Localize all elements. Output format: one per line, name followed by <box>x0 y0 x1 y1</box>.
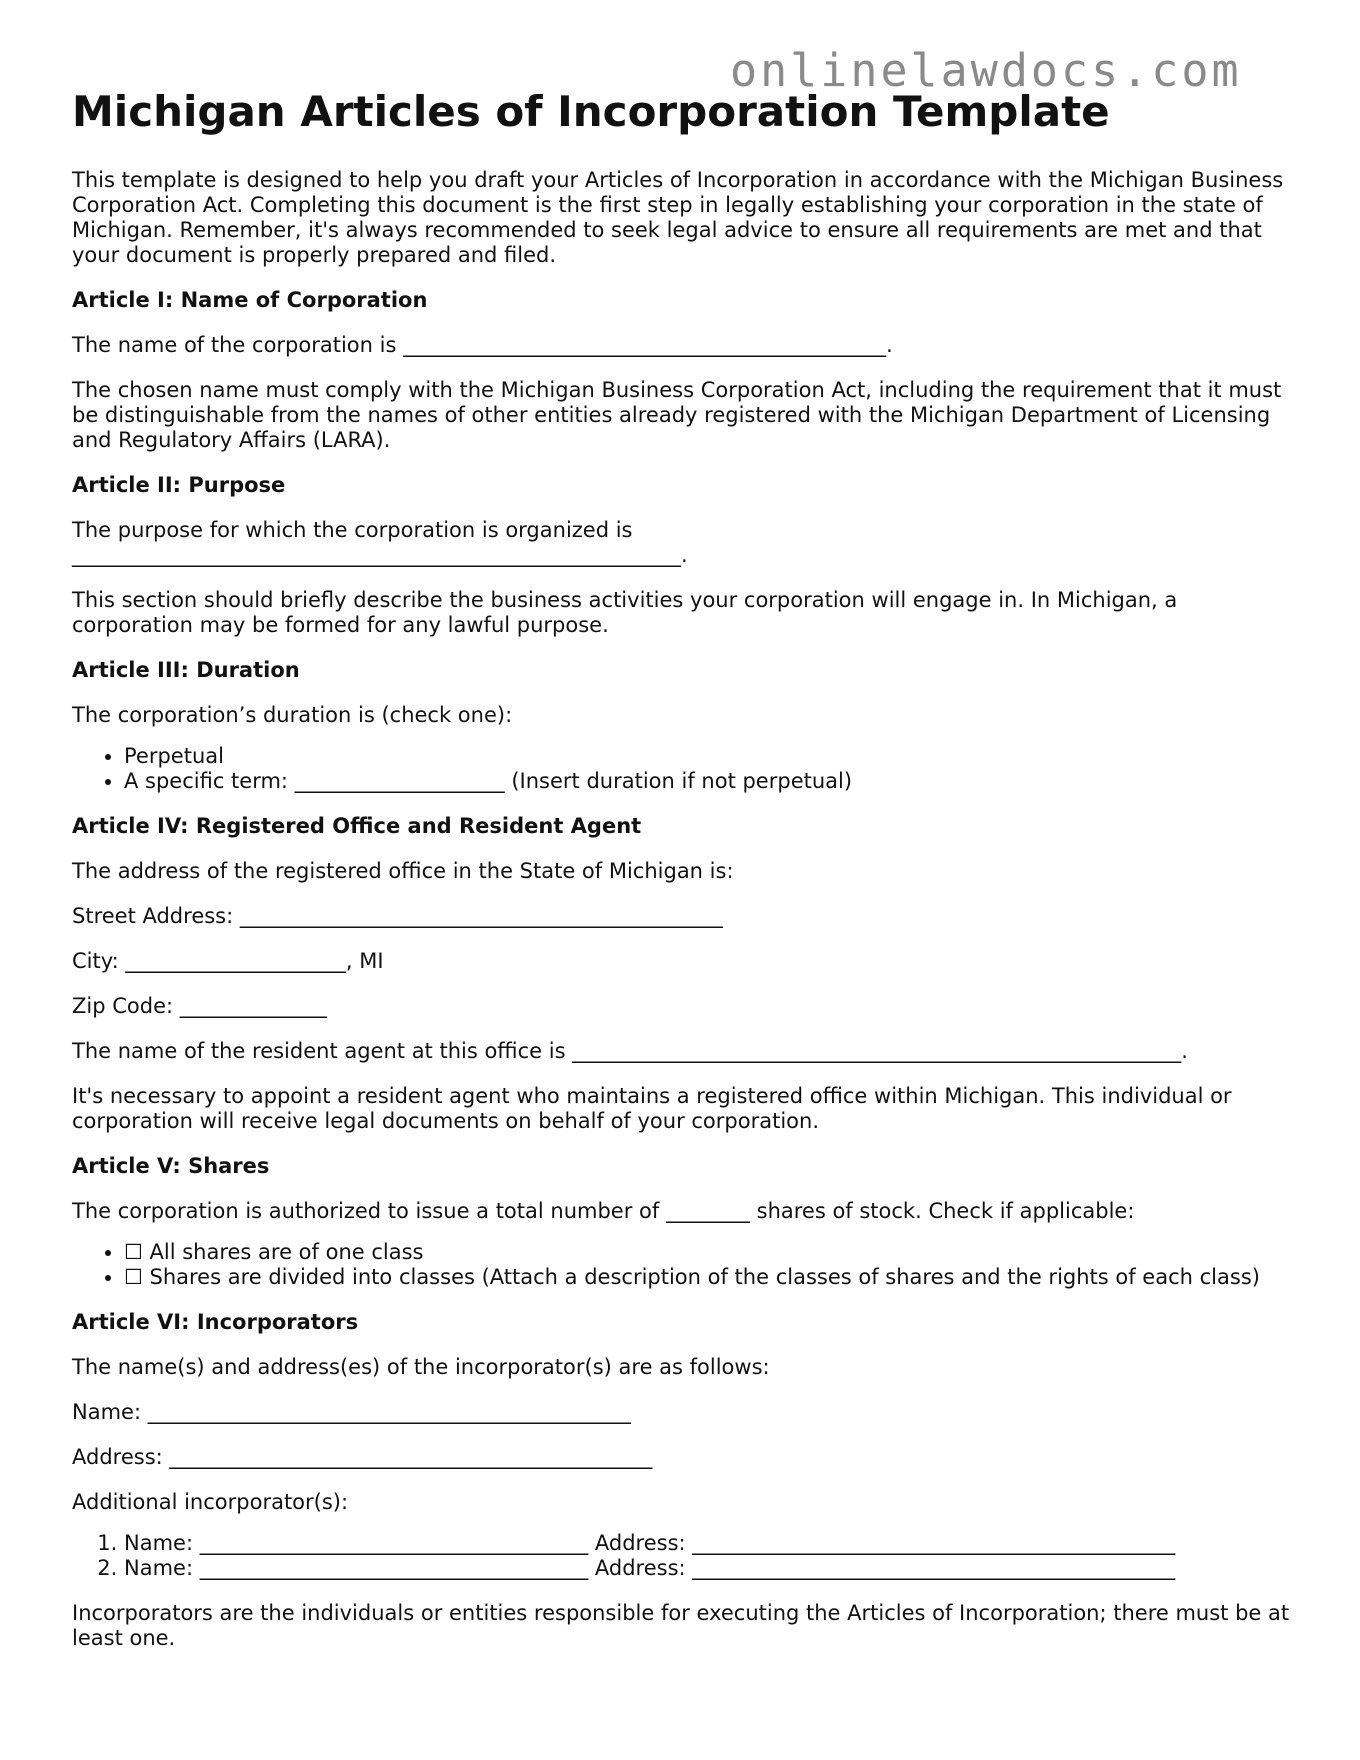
article-2-heading: Article II: Purpose <box>72 473 286 497</box>
duration-prompt: The corporation’s duration is (check one): <box>72 703 513 727</box>
resident-agent-field: The name of the resident agent at this office is __________________________________________________________. <box>72 1039 1188 1063</box>
incorporator-address-field: Address: ______________________________________________ <box>72 1445 653 1469</box>
article-1-heading: Article I: Name of Corporation <box>72 288 428 312</box>
registered-office-prompt: The address of the registered office in the State of Michigan is: <box>72 859 734 883</box>
city-field: City: _____________________, MI <box>72 949 384 973</box>
incorporator-name-field: Name: ______________________________________________ <box>72 1400 631 1424</box>
article-6-note: Incorporators are the individuals or entities responsible for executing the Articles of Incorporation; there must be at least one. <box>72 1601 1290 1650</box>
document-page <box>72 86 1292 1671</box>
watermark: onlinelawdocs.com <box>730 44 1242 97</box>
shares-prompt: The corporation is authorized to issue a total number of ________ shares of stock. Check if applicable: <box>72 1199 1135 1223</box>
article-5-heading: Article V: Shares <box>72 1154 270 1178</box>
article-6-heading: Article VI: Incorporators <box>72 1310 359 1334</box>
list-item: • Perpetual <box>124 744 1292 769</box>
street-address-field: Street Address: ______________________________________________ <box>72 904 723 928</box>
intro-paragraph: This template is designed to help you draft your Articles of Incorporation in accordance with the Michigan Business Corporation Act. Completing this document is the first step in legally establishing your corporation in the state of Michigan. Remember, it's always recommended to seek legal advice to ensure all requirements are met and that your document is properly prepared and filed. <box>72 168 1284 267</box>
incorporators-prompt: The name(s) and address(es) of the incorporator(s) are as follows: <box>72 1355 770 1379</box>
page-title: Michigan Articles of Incorporation Template <box>72 87 1110 136</box>
share-class-options <box>72 1240 1292 1290</box>
list-item: • ☐ Shares are divided into classes (Attach a description of the classes of shares and the rights of each class) <box>124 1265 1292 1290</box>
zip-code-field: Zip Code: ______________ <box>72 994 327 1018</box>
article-4-heading: Article IV: Registered Office and Resident Agent <box>72 814 642 838</box>
article-3-heading: Article III: Duration <box>72 658 300 682</box>
article-1-note: The chosen name must comply with the Michigan Business Corporation Act, including the requirement that it must be distinguishable from the names of other entities already registered with the Michigan Department of Licensing and Regulatory Affairs (LARA). <box>72 378 1282 452</box>
article-4-note: It's necessary to appoint a resident agent who maintains a registered office within Michigan. This individual or corporation will receive legal documents on behalf of your corporation. <box>72 1084 1232 1133</box>
article-2-note: This section should briefly describe the business activities your corporation will engage in. In Michigan, a corporation may be formed for any lawful purpose. <box>72 588 1178 637</box>
additional-incorporators-label: Additional incorporator(s): <box>72 1490 349 1514</box>
corporation-name-field: The name of the corporation is ______________________________________________. <box>72 333 893 357</box>
list-item: 2. Name: _____________________________________ Address: ______________________________________________ <box>124 1556 1292 1581</box>
duration-options <box>72 744 1292 794</box>
additional-incorporators-list <box>72 1531 1292 1581</box>
list-item: • A specific term: ____________________ (Insert duration if not perpetual) <box>124 769 1292 794</box>
purpose-field: The purpose for which the corporation is organized is __________________________________________________________. <box>72 518 688 567</box>
list-item: 1. Name: _____________________________________ Address: ______________________________________________ <box>124 1531 1292 1556</box>
list-item: • ☐ All shares are of one class <box>124 1240 1292 1265</box>
